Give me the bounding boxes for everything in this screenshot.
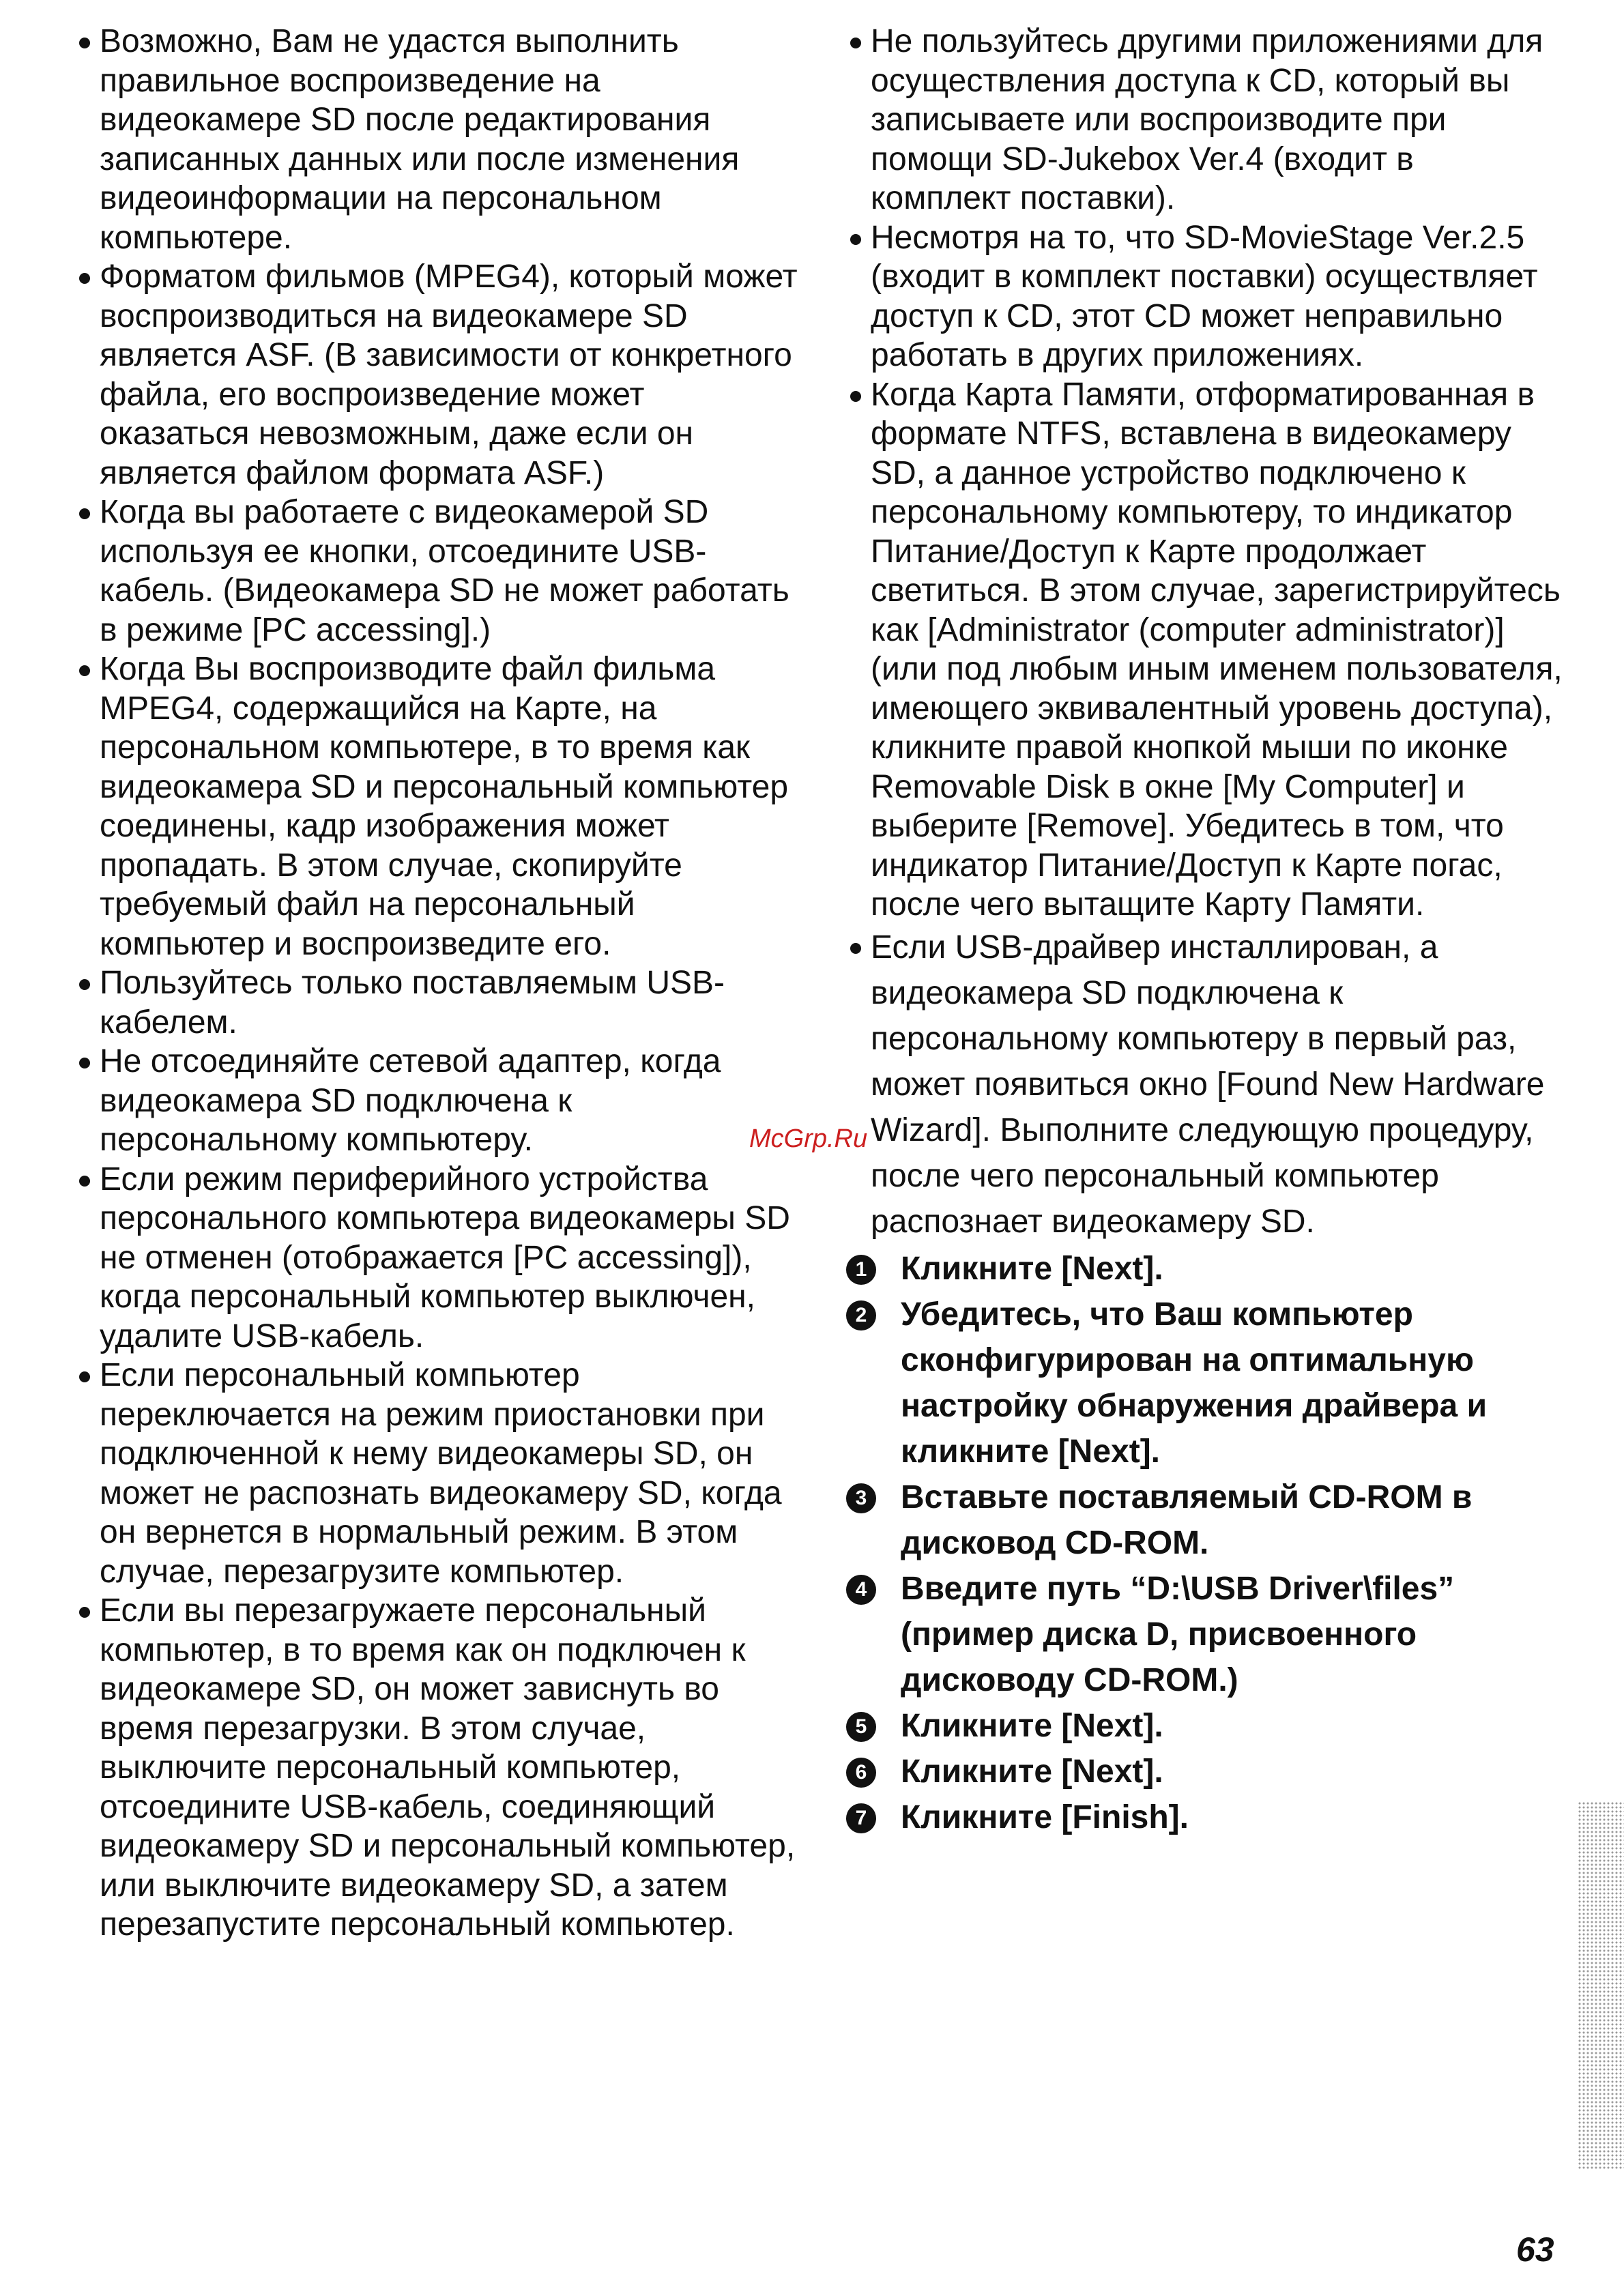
step-text: Вставьте поставляемый CD-ROM в дисковод CD-ROM. [901,1479,1473,1561]
page-number: 63 [1516,2230,1554,2269]
left-column [75,22,798,1945]
bullet-dot-icon [850,943,861,954]
bullet-dot-icon [79,1176,90,1187]
bullet-item [75,1356,798,1591]
bullet-dot-icon [79,1371,90,1382]
bullet-dot-icon [79,979,90,990]
bullet-dot-icon [850,38,861,48]
bullet-dot-icon [79,1607,90,1618]
bullet-item [75,1160,798,1356]
bullet-dot-icon [79,508,90,519]
step-number-icon: 2 [846,1300,876,1330]
bullet-dot-icon [79,665,90,676]
bullet-text: Возможно, Вам не удастся выполнить правильное воспроизведение на видеокамере SD после редактирования записанных данных или после изменения видеоинформации на персональном компьютере. [100,23,740,256]
bullet-text: Когда вы работаете с видеокамерой SD используя ее кнопки, отсоедините USB-кабель. (Видеокамера SD не может работать в режиме [PC accessing].) [100,494,789,648]
left-bullet-list [75,22,798,1945]
scan-halftone-strip [1578,1801,1624,2170]
step-number-icon: 3 [846,1483,876,1513]
bullet-text: Несмотря на то, что SD-MovieStage Ver.2.5 (входит в комплект поставки) осуществляет доступ к CD, этот CD может неправильно работать в других приложениях. [871,219,1538,373]
step-number-icon: 4 [846,1575,876,1605]
bullet-text: Если персональный компьютер переключается на режим приостановки при подключенной к нему видеокамеры SD, он может не распознать видеокамеру SD, когда он вернется в нормальный режим. В этом случае, перезагрузите компьютер. [100,1357,782,1590]
bullet-dot-icon [850,391,861,402]
right-bullet-list [846,22,1563,1245]
step-number-icon: 5 [846,1712,876,1742]
bullet-text: Пользуйтесь только поставляемым USB-кабелем. [100,965,725,1041]
step-text: Введите путь “D:\USB Driver\files” (пример диска D, присвоенного дисководу CD-ROM.) [901,1570,1455,1698]
bullet-text: Если USB-драйвер инсталлирован, а видеокамера SD подключена к персональному компьютеру в первый раз, может появиться окно [Found New Hardware Wizard]. Выполните следующую процедуру, после чего персональный компьютер распознает видеокамеру SD. [871,929,1545,1240]
bullet-item [75,493,798,650]
step-item [846,1703,1563,1749]
bullet-text: Если режим периферийного устройства персонального компьютера видеокамеры SD не отменен (отображается [PC accessing]), когда персональный компьютер выключен, удалите USB-кабель. [100,1161,790,1354]
step-text: Кликните [Next]. [901,1707,1163,1744]
step-text: Кликните [Next]. [901,1250,1163,1287]
bullet-text: Не пользуйтесь другими приложениями для осуществления доступа к CD, который вы записываете или воспроизводите при помощи SD-Jukebox Ver.4 (входит в комплект поставки). [871,23,1543,216]
step-item [846,1749,1563,1794]
bullet-item [846,925,1563,1245]
step-item [846,1292,1563,1474]
right-column [846,22,1563,1840]
step-item [846,1794,1563,1840]
step-item [846,1566,1563,1703]
step-item [846,1246,1563,1292]
bullet-item [846,22,1563,218]
bullet-item [75,1042,798,1160]
bullet-item [75,963,798,1042]
bullet-dot-icon [79,273,90,284]
bullet-dot-icon [79,1058,90,1068]
bullet-dot-icon [850,234,861,245]
watermark: McGrp.Ru [749,1124,868,1153]
bullet-text: Когда Карта Памяти, отформатированная в формате NTFS, вставлена в видеокамеру SD, а данное устройство подключено к персональному компьютеру, то индикатор Питание/Доступ к Карте продолжает светиться. В этом случае, зарегистрируйтесь как [Administrator (computer administrator)] (или под любым иным именем пользователя, имеющего эквивалентный уровень доступа), кликните правой кнопкой мыши по иконке Removable Disk в окне [My Computer] и выберите [Remove]. Убедитесь в том, что индикатор Питание/Доступ к Карте погас, после чего вытащите Карту Памяти. [871,376,1563,922]
bullet-text: Если вы перезагружаете персональный компьютер, в то время как он подключен к видеокамере SD, он может зависнуть во время перезагрузки. В этом случае, выключите персональный компьютер, отсоедините USB-кабель, соединяющий видеокамеру SD и персональный компьютер, или выключите видеокамеру SD, а затем перезапустите персональный компьютер. [100,1593,796,1943]
bullet-item [846,218,1563,375]
bullet-text: Форматом фильмов (MPEG4), который может воспроизводиться на видеокамере SD является ASF. (В зависимости от конкретного файла, его воспроизведение может оказаться невозможным, даже если он является файлом формата ASF.) [100,259,798,491]
step-number-icon: 6 [846,1758,876,1788]
bullet-item [846,375,1563,925]
step-number-icon: 1 [846,1255,876,1285]
step-text: Убедитесь, что Ваш компьютер сконфигурирован на оптимальную настройку обнаружения драйвера и кликните [Next]. [901,1296,1488,1470]
bullet-item [75,1591,798,1945]
step-item [846,1474,1563,1566]
step-text: Кликните [Next]. [901,1753,1163,1790]
bullet-item [75,257,798,493]
bullet-item [75,22,798,257]
step-text: Кликните [Finish]. [901,1799,1189,1835]
bullet-text: Не отсоединяйте сетевой адаптер, когда видеокамера SD подключена к персональному компьютеру. [100,1043,721,1158]
bullet-text: Когда Вы воспроизводите файл фильма MPEG4, содержащийся на Карте, на персональном компьютере, в то время как видеокамера SD и персональный компьютер соединены, кадр изображения может пропадать. В этом случае, скопируйте требуемый файл на персональный компьютер и воспроизведите его. [100,651,789,962]
bullet-item [75,650,798,963]
procedure-steps [846,1246,1563,1840]
step-number-icon: 7 [846,1803,876,1833]
bullet-dot-icon [79,38,90,48]
